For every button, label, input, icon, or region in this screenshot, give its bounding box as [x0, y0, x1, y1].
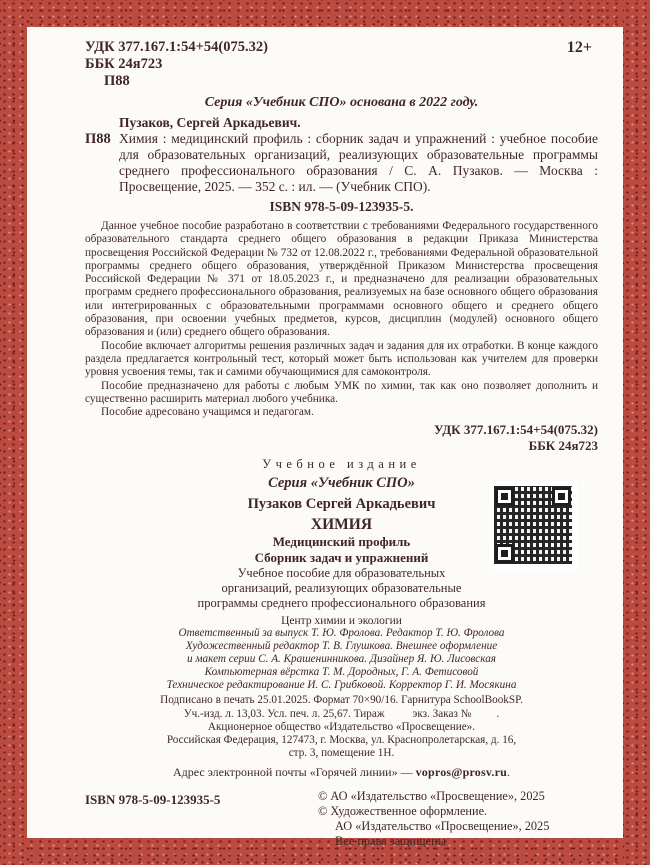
credit-line-4: Компьютерная вёрстка Т. М. Дородных, Г. А. Фетисовой — [204, 665, 479, 678]
catalog-author: Пузаков, Сергей Аркадьевич. — [119, 115, 301, 130]
credit-line-5: Техническое редактирование И. С. Грибковой. Корректор Г. И. Мосякина — [166, 678, 517, 691]
isbn-line: ISBN 978-5-09-123935-5. — [269, 199, 414, 214]
series-note: Серия «Учебник СПО» основана в 2022 году. — [204, 95, 479, 110]
copyright-line-1: © АО «Издательство «Просвещение», 2025 — [318, 789, 545, 804]
subtitle-profile: Медицинский профиль — [272, 534, 411, 550]
publisher-line-3: стр. 3, помещение 1Н. — [288, 747, 395, 760]
annotation-paragraph-4: Пособие адресовано учащимся и педагогам. — [101, 406, 314, 419]
email-prefix: Адрес электронной почты «Горячей линии» — — [172, 765, 416, 780]
imprint-series: Серия «Учебник СПО» — [268, 475, 415, 492]
annotation-paragraph-3: Пособие предназначено для работы с любым УМК по химии, так как оно позволяет дополнить и существенно расширить материал любого учебника. — [85, 379, 598, 405]
decorative-border-right — [623, 0, 650, 865]
author-sign-code: П88 — [104, 73, 130, 89]
hotline-email-line — [85, 765, 598, 780]
bbk-code: ББК 24я723 — [85, 56, 163, 72]
copyright-block — [318, 789, 598, 848]
print-info-line-1: Подписано в печать 25.01.2025. Формат 70×90/16. Гарнитура SchoolBookSP. — [160, 694, 523, 707]
udk-code: УДК 377.167.1:54+54(075.32) — [85, 39, 268, 55]
imprint-author: Пузаков Сергей Аркадьевич — [247, 496, 436, 513]
credit-line-1: Ответственный за выпуск Т. Ю. Фролова. Редактор Т. Ю. Фролова — [178, 627, 505, 640]
decorative-border-top — [0, 0, 650, 27]
udk-code-bottom: УДК 377.167.1:54+54(075.32) — [434, 422, 598, 438]
audience-line-3: программы среднего профессионального образования — [197, 596, 486, 611]
footer-isbn: ISBN 978-5-09-123935-5 — [85, 792, 221, 808]
publisher-line-1: Акционерное общество «Издательство «Просвещение». — [207, 720, 476, 733]
annotation-block — [85, 220, 598, 419]
book-title: ХИМИЯ — [310, 516, 373, 534]
classification-block — [85, 39, 268, 90]
audience-line-1: Учебное пособие для образовательных — [237, 566, 446, 581]
audience-line-2: организаций, реализующих образовательные — [221, 581, 462, 596]
credit-line-2: Художественный редактор Т. В. Глушкова. Внешнее оформление — [185, 640, 498, 653]
email-address: vopros@prosv.ru — [415, 765, 508, 780]
catalog-description: Химия : медицинский профиль : сборник задач и упражнений : учебное пособие для образовательных организаций, реализующих образовательные программы среднего профессионального образования / С. А. Пузаков. — Москва : Просвещение, 2025. — 352 с. : ил. — (Учебник СПО). — [119, 131, 598, 194]
footer-row — [85, 789, 598, 848]
annotation-paragraph-1: Данное учебное пособие разработано в соответствии с требованиями Федерального государственного образовательного стандарта среднего общего образования в редакции Приказа Министерства просвещения Российской Федерации № 732 от 12.08.2022 г., требованиями Федеральной образовательной программы среднего общего образования, утверждённой Приказом Министерства просвещения Российской Федерации № 371 от 18.05.2023 г., и предназначено для реализации образовательных программ среднего профессионального образования, реализуемых на базе основного общего образования или интегрированных с образовательными программами основного общего и среднего общего образования, при освоении учебных предметов, курсов, дисциплин (модулей) основного общего образования и (или) среднего общего образования. — [85, 220, 598, 339]
age-rating-badge: 12+ — [566, 39, 592, 56]
bbk-code-bottom: ББК 24я723 — [528, 437, 598, 453]
credit-line-3: и макет серии С. А. Крашенинникова. Дизайнер Я. Ю. Лисовская — [187, 653, 496, 666]
qr-finder-top-right — [552, 487, 571, 506]
copyright-line-4: Все права защищены — [335, 833, 446, 848]
qr-finder-bottom-left — [495, 544, 514, 563]
copyright-line-2: © Художественное оформление. — [318, 804, 488, 819]
edition-type: Учебное издание — [262, 457, 421, 472]
publisher-line-2: Российская Федерация, 127473, г. Москва, ул. Краснопролетарская, д. 16, — [166, 734, 517, 747]
catalog-code: П88 — [85, 131, 111, 147]
catalog-entry — [85, 115, 598, 195]
qr-pattern — [494, 486, 572, 564]
qr-finder-top-left — [495, 487, 514, 506]
department-line: Центр химии и экологии — [281, 615, 402, 628]
annotation-paragraph-2: Пособие включает алгоритмы решения различных задач и задания для их отработки. В конце каждого раздела предлагается контрольный тест, который может быть использован как учителем для проверки уровня усвоения темы, так и самими обучающимися для самоконтроля. — [85, 339, 598, 379]
header-row — [85, 39, 598, 90]
print-info-line-2: Уч.-изд. л. 13,03. Усл. печ. л. 25,67. Тираж экз. Заказ № . — [183, 707, 500, 720]
copyright-line-3: АО «Издательство «Просвещение», 2025 — [335, 819, 550, 834]
email-suffix: . — [507, 765, 511, 780]
classification-block-bottom — [85, 422, 598, 453]
subtitle-tasks: Сборник задач и упражнений — [254, 550, 429, 566]
page-content — [27, 27, 623, 848]
decorative-border-left — [0, 0, 27, 865]
qr-code — [489, 481, 577, 569]
